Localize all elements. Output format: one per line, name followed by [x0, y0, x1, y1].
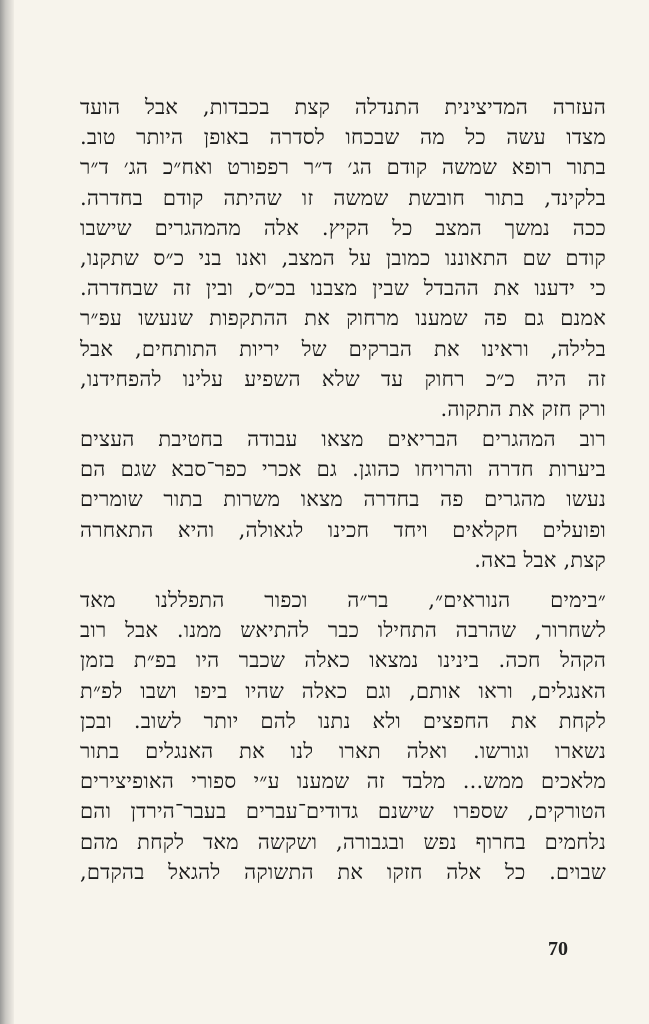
text-line: אמנם גם פה שמענו מרחוק את ההתקפות שנעשו עפ״ר	[80, 306, 606, 331]
text-line: ״בימים הנוראים״, בר״ה וכפור התפללנו מאד	[80, 588, 606, 612]
text-line: ופועלים חקלאים ויחד חכינו לגאולה, והיא התאחרה	[80, 517, 606, 542]
text-line: לשחרור, שהרבה התחילו כבר להתיאש ממנו. אבל רוב	[80, 618, 606, 643]
text-line: ככה נמשך המצב כל הקיץ. אלה מהמהגרים שישבו	[80, 215, 606, 240]
text-line: נלחמים בחרוף נפש ובגבורה, ושקשה מאד לקחת מהם	[80, 829, 606, 854]
text-line: שבוים. כל אלה חזקו את התשוקה להגאל בהקדם,	[80, 859, 606, 884]
text-line: נעשו מהגרים פה בחדרה מצאו משרות בתור שומרים	[80, 487, 606, 512]
text-line: לקחת את החפצים ולא נתנו להם יותר לשוב. ובכן	[80, 708, 606, 733]
text-line: ביערות חדרה והרויחו כהוגן. גם אכרי כפר־סבא שגם הם	[80, 457, 606, 482]
text-line: ורק חזק את התקוה.	[440, 396, 606, 421]
text-line: כי ידענו את ההבדל שבין מצבנו בכ״ס, ובין זה שבחדרה.	[80, 276, 606, 301]
text-line: בלקינד, בתור חובשת שמשה זו שהיתה קודם בחדרה.	[80, 185, 606, 210]
text-line: הטורקים, שספרו שישנם גדודים־עברים בעבר־הירדן והם	[80, 799, 606, 824]
text-line: נשארו וגורשו. ואלה תארו לנו את האנגלים בתור	[80, 738, 606, 763]
text-line: מלאכים ממש... מלבד זה שמענו ע״י ספורי האופיצירים	[80, 769, 606, 794]
text-line: קצת, אבל באה.	[474, 547, 606, 572]
page-number: 70	[548, 938, 568, 960]
paragraph-gap	[80, 575, 606, 585]
text-line: בלילה, וראינו את הברקים של יריות התותחים, אבל	[80, 336, 606, 361]
text-line: הקהל חכה. בינינו נמצאו כאלה שכבר היו בפ״ת בזמן	[80, 648, 606, 673]
text-line: בתור רופא שמשה קודם הג׳ ד״ר רפפורט ואח״כ הג׳ ד״ר	[80, 155, 606, 180]
text-line: זה היה כ״כ רחוק עד שלא השפיע עלינו להפחידנו,	[80, 366, 606, 391]
text-line: העזרה המדיצינית התנדלה קצת בכבדות, אבל הועד	[80, 95, 606, 119]
binding-shadow	[0, 0, 14, 1024]
text-line: רוב המהגרים הבריאים מצאו עבודה בחטיבת העצים	[80, 427, 606, 452]
body-text	[80, 92, 606, 887]
text-line: מצדו עשה כל מה שבכחו לסדרה באופן היותר טוב.	[80, 125, 606, 150]
text-line: האנגלים, וראו אותם, וגם כאלה שהיו ביפו ושבו לפ״ת	[80, 678, 606, 703]
text-line: קודם שם התאוננו כמובן על המצב, ואנו בני כ״ס שתקנו,	[80, 245, 606, 270]
